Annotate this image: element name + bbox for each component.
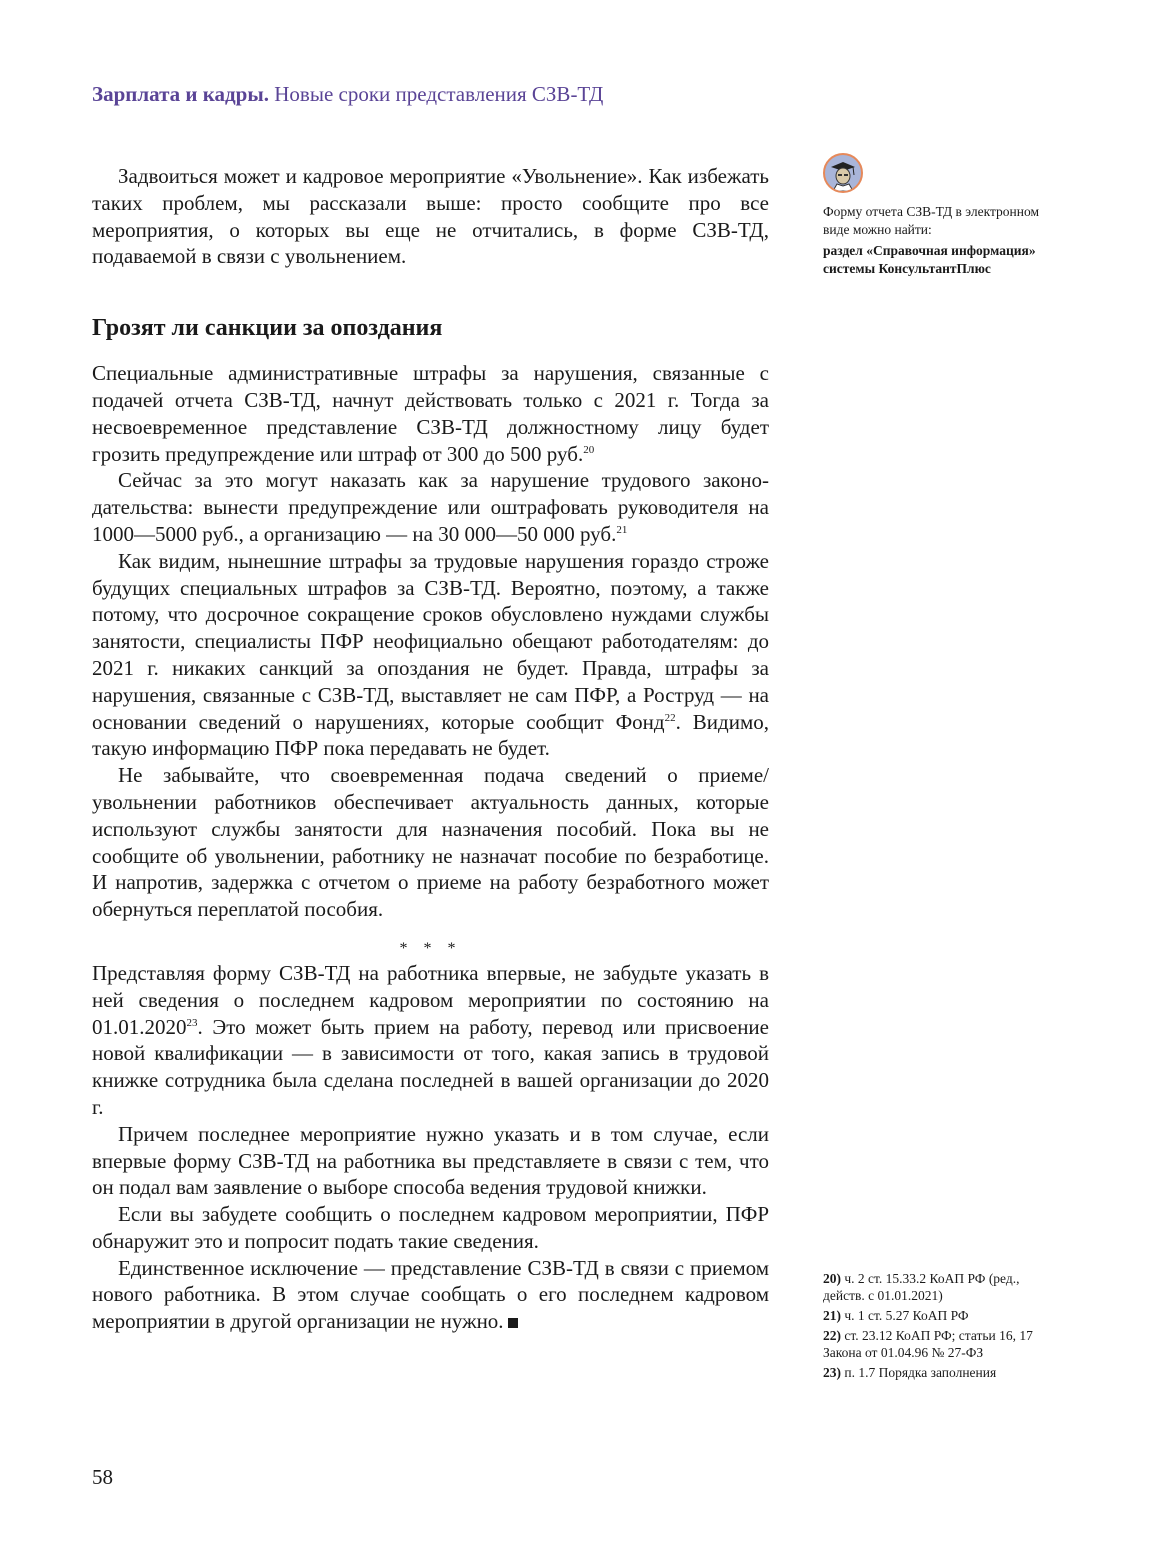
paragraph-5 (92, 960, 769, 1121)
paragraph-3 (92, 548, 769, 762)
end-of-article-mark (508, 1318, 518, 1328)
sidebar-note-text: Форму отчета СЗВ-ТД в электронном виде можно найти: (823, 204, 1040, 237)
footnote-text: ч. 2 ст. 15.33.2 КоАП РФ (ред., действ. с 01.01.2021) (823, 1271, 1020, 1303)
footnote-20 (823, 1270, 1053, 1304)
footnotes (823, 1270, 1053, 1384)
section-heading: Грозят ли санкции за опоздания (92, 315, 443, 342)
page-number: 58 (92, 1465, 113, 1489)
paragraph-2-text: Сейчас за это могут наказать как за нарушение трудового законодательства: вынести предупреждение или оштрафовать руководителя на 1000—5000 руб., а организацию — на 30 000—50 000 руб. (92, 468, 769, 546)
article-body (92, 163, 769, 1335)
footnote-ref-21[interactable]: 21 (616, 523, 628, 536)
paragraph-5-text-a: Представляя форму СЗВ-ТД на работника впервые, не забудьте указать в ней сведения о последнем кадровом мероприятии по состоянию на 01.01.2020 (92, 960, 769, 1039)
paragraph-6: Причем последнее мероприятие нужно указать и в том случае, если впервые форму СЗВ-ТД на работника вы представляете в связи с тем, что он подал вам заявление о выборе способа ведения трудовой книжки. (92, 1121, 769, 1200)
paragraph-8 (92, 1255, 769, 1335)
running-head (92, 82, 603, 107)
paragraph-4: Не забывайте, что своевременная подача сведений о приеме/ увольнении работников обеспечивает актуальность данных, которые используют службы занятости для назначения пособий. Пока вы не сообщите об увольнении, работнику не назначат пособие по безработице. И напротив, задержка с отчетом о приеме на работу безработного может обернуться переплатой пособия. (92, 763, 769, 922)
paragraph-3-text-a: Как видим, нынешние штрафы за трудовые нарушения гораздо строже будущих специальных штрафов за СЗВ-ТД. Вероятно, поэтому, а также потому, что досрочное сокращение сроков обусловлено нуждами службы занятости, специалисты ПФР неофициально обещают работодателям: до 2021 г. никаких санкций за опоздания не будет. Правда, штрафы за нарушения, связанные с СЗВ-ТД, выставляет не сам ПФР, а Роструд — на основании сведений о нарушениях, которые сообщит Фонд (92, 548, 769, 734)
intro-paragraph: Задвоиться может и кадровое мероприятие «Увольнение». Как избежать таких проблем, мы рассказали выше: просто сообщите про все мероприятия, о которых вы еще не отчитались, в форме СЗВ-ТД, подаваемой в связи с увольнением. (92, 164, 769, 269)
paragraph-1-text: Специальные административные штрафы за нарушения, связанные с подачей отчета СЗВ-ТД, начнут действовать только с 2021 г. Тогда за несвоевременное представление СЗВ-ТД должностному лицу будет грозить предупреждение или штраф от 300 до 500 руб. (92, 361, 769, 466)
footnote-ref-22[interactable]: 22 (664, 711, 676, 724)
running-head-section: Зарплата и кадры. (92, 82, 270, 106)
sidebar-note (823, 153, 1043, 277)
paragraph-8-text: Единственное исключение — представление СЗВ-ТД в связи с приемом нового работника. В этом случае сообщать о его последнем кадровом мероприятии в другой организации не нужно. (92, 1255, 769, 1334)
footnote-ref-20[interactable]: 20 (583, 443, 595, 456)
footnote-number: 23) (823, 1365, 841, 1380)
running-head-title: Новые сроки представления СЗВ-ТД (274, 82, 604, 106)
footnote-number: 22) (823, 1328, 841, 1343)
footnote-number: 20) (823, 1271, 841, 1286)
sidebar-note-source: раздел «Справочная информация» системы КонсультантПлюс (823, 243, 1036, 276)
paragraph-3-text-b: . Видимо, такую информацию ПФР пока передавать не будет. (92, 709, 769, 761)
expert-avatar-icon (823, 153, 863, 193)
paragraph-5-text-b: . Это может быть прием на работу, перевод или присвоение новой квалификации — в зависимости от того, какая запись в трудовой книжке сотрудника была сделана последней в вашей организации до 2020 г. (92, 1014, 769, 1119)
paragraph-1 (92, 360, 769, 467)
footnote-text: ст. 23.12 КоАП РФ; статьи 16, 17 Закона от 01.04.96 № 27-ФЗ (823, 1328, 1033, 1360)
footnote-text: п. 1.7 Порядка заполнения (844, 1365, 997, 1380)
footnote-22 (823, 1327, 1053, 1361)
paragraph-2 (92, 467, 769, 547)
footnote-text: ч. 1 ст. 5.27 КоАП РФ (844, 1308, 969, 1323)
footnote-21 (823, 1307, 1053, 1324)
footnote-ref-23[interactable]: 23 (186, 1016, 198, 1029)
section-separator: * * * (399, 939, 462, 957)
footnote-number: 21) (823, 1308, 841, 1323)
footnote-23 (823, 1364, 1053, 1381)
paragraph-7: Если вы забудете сообщить о последнем кадровом мероприятии, ПФР обнаружит это и попросит подать такие сведения. (92, 1202, 769, 1253)
